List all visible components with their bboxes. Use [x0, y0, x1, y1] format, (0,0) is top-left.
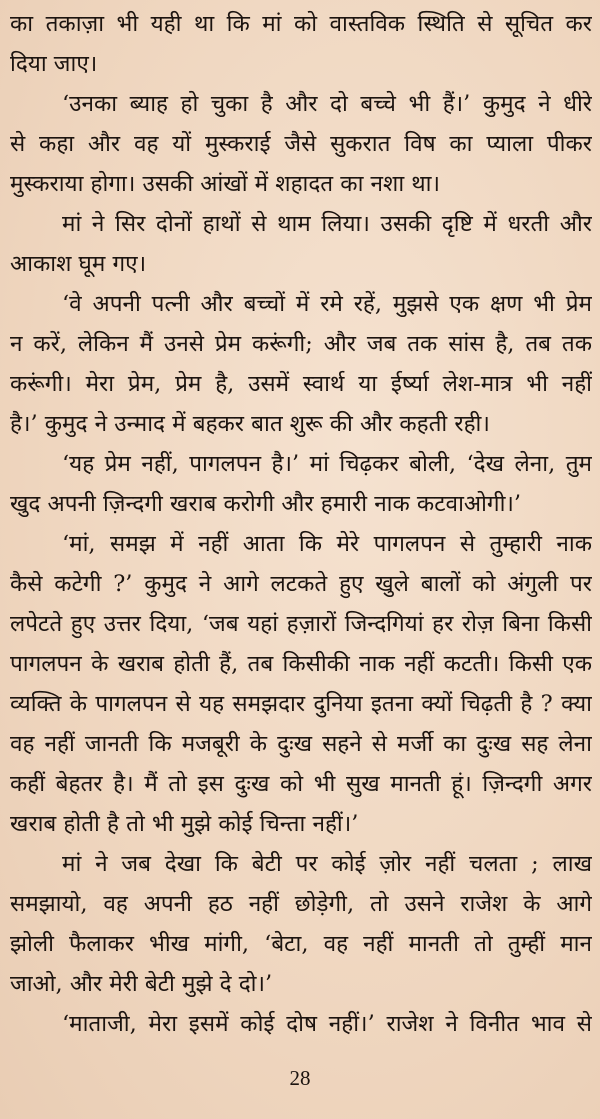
- body-text: [10, 4, 592, 1044]
- text-line: दिया जाए।: [10, 51, 98, 77]
- text-line: न करें, लेकिन मैं उनसे प्रेम करूंगी; और जब तक सांस है, तब तक: [10, 331, 592, 357]
- text-line: मां ने सिर दोनों हाथों से थाम लिया। उसकी दृष्टि में धरती और: [62, 211, 592, 237]
- text-line: खराब होती है तो भी मुझे कोई चिन्ता नहीं।’: [10, 811, 359, 837]
- text-line: वह नहीं जानती कि मजबूरी के दुःख सहने से मर्जी का दुःख सह लेना: [10, 731, 592, 757]
- text-line: पागलपन के खराब होती हैं, तब किसीकी नाक नहीं कटती। किसी एक: [10, 651, 592, 677]
- text-line: मुस्कराया होगा। उसकी आंखों में शहादत का नशा था।: [10, 171, 441, 197]
- text-line: व्यक्ति के पागलपन से यह समझदार दुनिया इतना क्यों चिढ़ती है ? क्या: [10, 691, 592, 717]
- text-line: से कहा और वह यों मुस्कराई जैसे सुकरात विष का प्याला पीकर: [10, 131, 592, 157]
- text-line: ‘वे अपनी पत्नी और बच्चों में रमे रहें, मुझसे एक क्षण भी प्रेम: [62, 291, 592, 317]
- text-line: झोली फैलाकर भीख मांगी, ‘बेटा, वह नहीं मानती तो तुम्हीं मान: [10, 931, 592, 957]
- text-line: ‘यह प्रेम नहीं, पागलपन है।’ मां चिढ़कर बोली, ‘देख लेना, तुम: [62, 451, 592, 477]
- text-line: समझायो, वह अपनी हठ नहीं छोड़ेगी, तो उसने राजेश के आगे: [10, 891, 592, 917]
- text-line: खुद अपनी ज़िन्दगी खराब करोगी और हमारी नाक कटवाओगी।’: [10, 491, 522, 517]
- text-line: जाओ, और मेरी बेटी मुझे दे दो।’: [10, 971, 273, 997]
- text-line: मां ने जब देखा कि बेटी पर कोई ज़ोर नहीं चलता ; लाख: [62, 851, 592, 877]
- text-line: कैसे कटेगी ?’ कुमुद ने आगे लटकते हुए खुले बालों को अंगुली पर: [10, 571, 592, 597]
- text-line: कहीं बेहतर है। मैं तो इस दुःख को भी सुख मानती हूं। ज़िन्दगी अगर: [10, 771, 592, 797]
- text-line: है।’ कुमुद ने उन्माद में बहकर बात शुरू की और कहती रही।: [10, 411, 490, 437]
- text-line: ‘उनका ब्याह हो चुका है और दो बच्चे भी हैं।’ कुमुद ने धीरे: [62, 91, 592, 117]
- text-line: ‘मां, समझ में नहीं आता कि मेरे पागलपन से तुम्हारी नाक: [62, 531, 592, 557]
- page-number: 28: [289, 1066, 311, 1090]
- text-line: करूंगी। मेरा प्रेम, प्रेम है, उसमें स्वार्थ या ईर्ष्या लेश-मात्र भी नहीं: [10, 371, 592, 397]
- text-line: ‘माताजी, मेरा इसमें कोई दोष नहीं।’ राजेश ने विनीत भाव से: [62, 1011, 592, 1037]
- text-line: लपेटते हुए उत्तर दिया, ‘जब यहां हज़ारों जिन्दगियां हर रोज़ बिना किसी: [10, 611, 592, 637]
- text-line: का तकाज़ा भी यही था कि मां को वास्तविक स्थिति से सूचित कर: [10, 11, 592, 37]
- text-line: आकाश घूम गए।: [10, 251, 147, 277]
